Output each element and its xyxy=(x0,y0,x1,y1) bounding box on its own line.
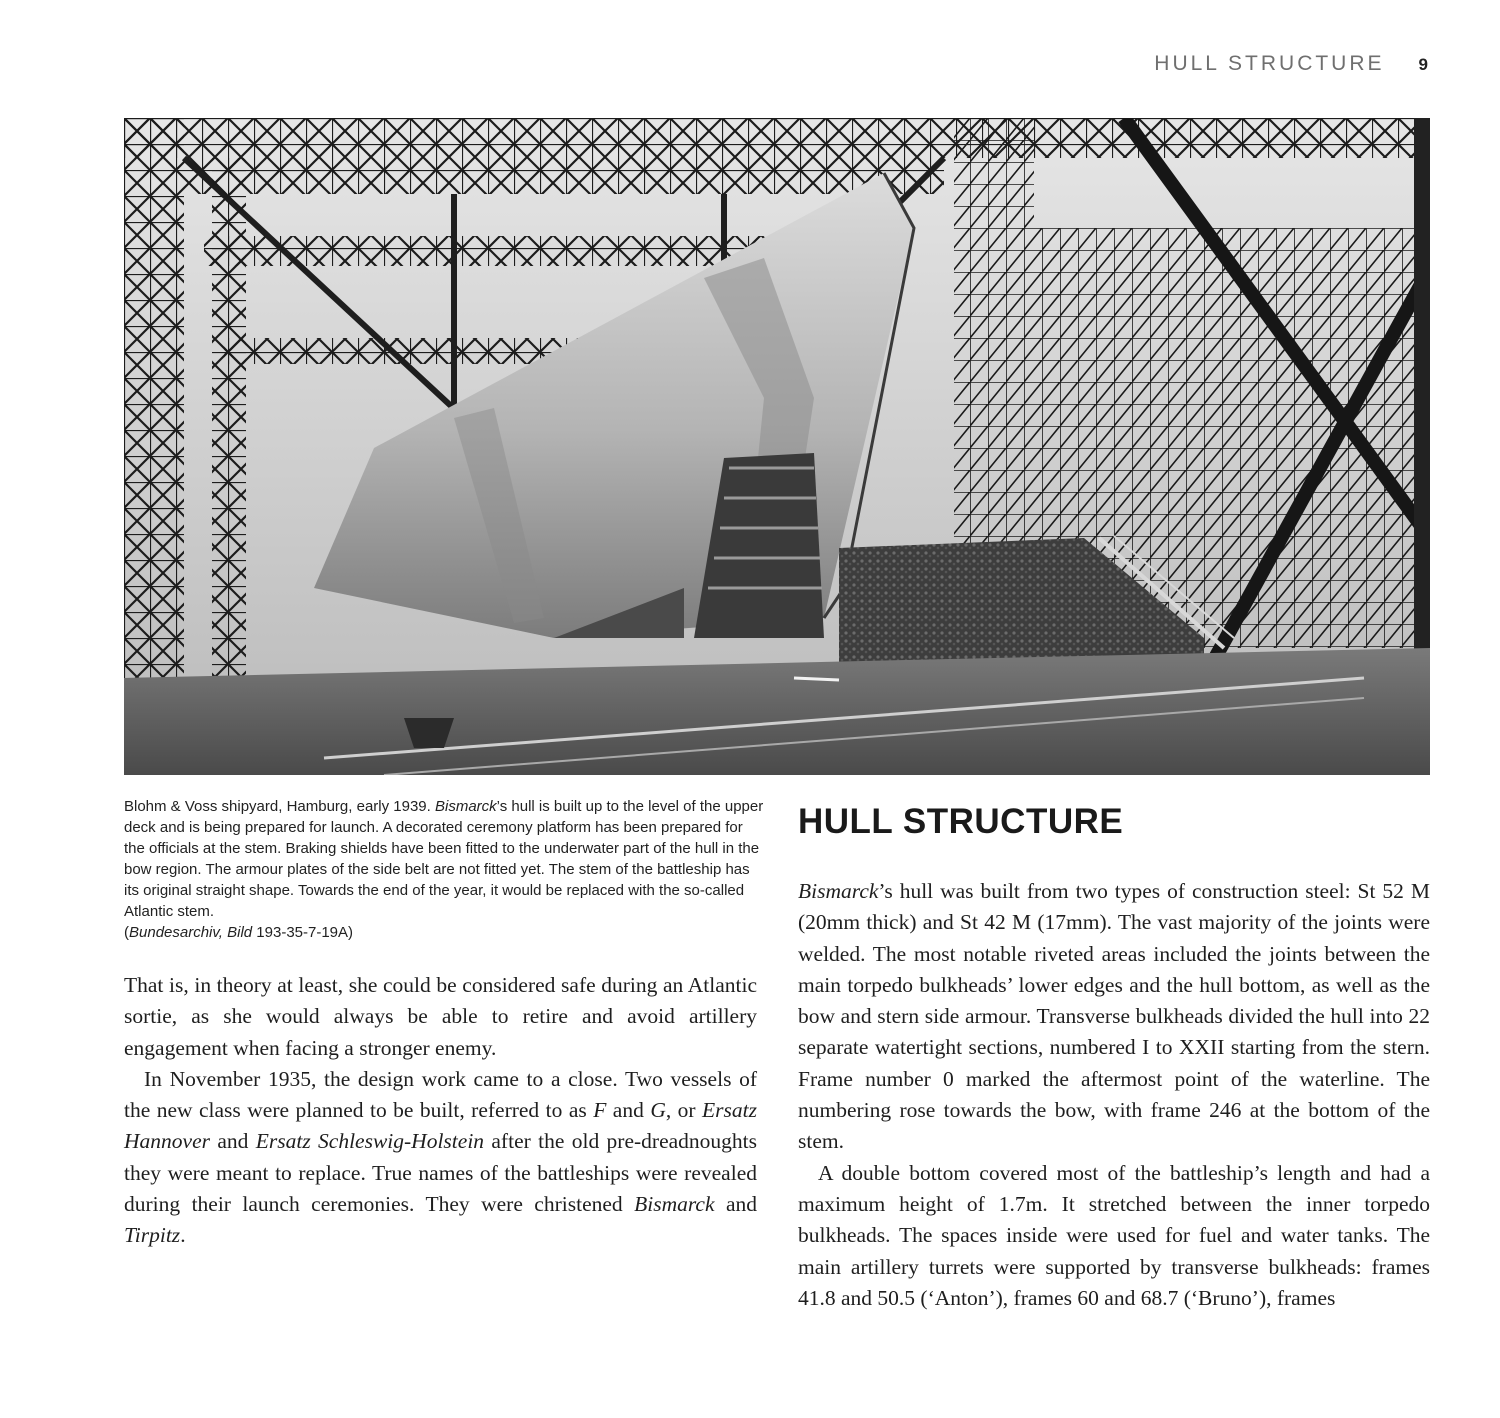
text-run: after the old pre-dreadnoughts they were meant to replace. True names of the battleships were revealed during their launch ceremonies. They were christened xyxy=(124,1129,757,1217)
text-run: and xyxy=(209,1129,256,1154)
shipyard-photo-drawing xyxy=(124,118,1430,775)
caption-text-2: ’s hull is built up to the level of the upper deck and is being prepared for launch. A decorated ceremony platform has been prepared for the officials at the stem. Braking shields have been fitted to the underwater part of the hull in the bow region. The armour plates of the side belt are not fitted yet. The stem of the battleship has its original straight shape. Towards the end of the year, it would be replaced with the so-called Atlantic stem. xyxy=(124,798,764,920)
caption-credit-open: ( xyxy=(124,924,129,941)
section-heading: HULL STRUCTURE xyxy=(798,802,1124,841)
text-run: In November 1935, the design work came to a close. Two vessels of the new class were planned to be built, referred to as xyxy=(124,1066,757,1123)
ersatz-hannover: Ersatz Hannover xyxy=(124,1098,758,1154)
right-paragraph-2: A double bottom covered most of the battleship’s length and had a maximum height of 1.7m. It stretched between the inner torpedo bulkheads. The spaces inside were used for fuel and water tanks. The main artillery turrets were supported by transverse bulkheads: frames 41.8 and 50.5 (‘Anton’), frames 60 and 68.7 (‘Bruno’), frames xyxy=(798,1160,1430,1310)
left-column xyxy=(124,970,757,1252)
right-paragraph-1 xyxy=(798,876,1430,1158)
caption-credit-number: 193-35-7-19A) xyxy=(252,924,354,941)
shipyard-photo xyxy=(124,118,1430,775)
text-run: , or xyxy=(665,1098,703,1123)
caption-ship-name: Bismarck xyxy=(435,798,497,815)
text-run: . xyxy=(180,1223,186,1248)
caption-credit-source: Bundesarchiv, Bild xyxy=(129,924,253,941)
vessel-letter-g: G xyxy=(650,1098,666,1123)
right-column xyxy=(798,876,1430,1314)
ersatz-schleswig-holstein: Ersatz Schleswig-Holstein xyxy=(255,1129,485,1154)
caption-text-1: Blohm & Voss shipyard, Hamburg, early 1939. xyxy=(124,798,435,815)
running-head-title: HULL STRUCTURE xyxy=(1154,52,1385,75)
vessel-letter-f: F xyxy=(593,1098,607,1123)
ship-name-bismarck: Bismarck xyxy=(798,879,879,903)
left-paragraph-2 xyxy=(124,1064,757,1252)
page-number: 9 xyxy=(1418,55,1428,74)
left-paragraph-1: That is, in theory at least, she could be considered safe during an Atlantic sortie, as she would always be able to retire and avoid artillery engagement when facing a stronger enemy. xyxy=(124,973,757,1060)
ship-name-tirpitz: Tirpitz xyxy=(124,1223,181,1248)
text-run: and xyxy=(714,1192,757,1217)
ship-name-bismarck: Bismarck xyxy=(634,1192,715,1217)
text-run: ’s hull was built from two types of construction steel: St 52 M (20mm thick) and St 42 M (17mm). The vast majority of the joints were welded. The most notable riveted areas included the joints between the main torpedo bulkheads’ lower edges and the hull bottom, as well as the bow and stern side armour. Transverse bulkheads divided the hull into 22 separate watertight sections, numbered I to XXII starting from the stern. Frame number 0 marked the aftermost point of the waterline. The numbering rose towards the bow, with frame 246 at the bottom of the stem. xyxy=(798,879,1430,1154)
running-head xyxy=(1154,52,1428,76)
photo-caption xyxy=(124,796,764,943)
text-run: and xyxy=(606,1098,651,1123)
